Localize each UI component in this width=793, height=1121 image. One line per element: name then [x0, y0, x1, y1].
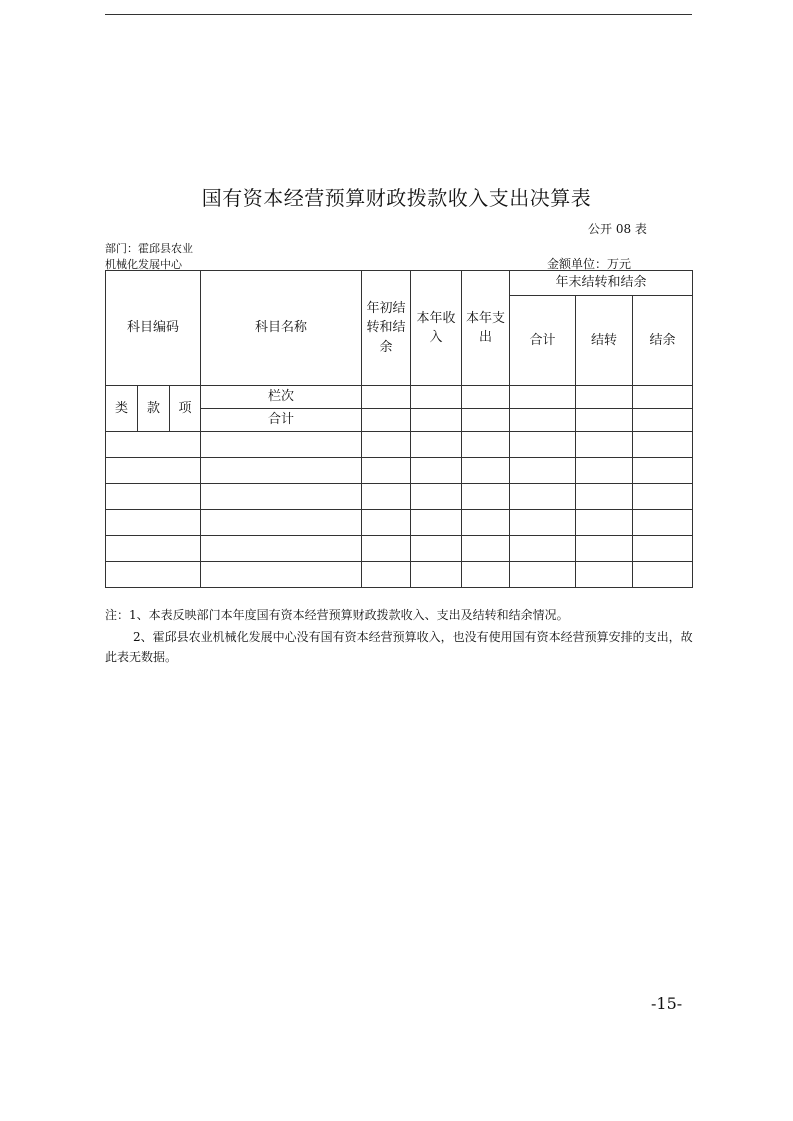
table-cell	[462, 386, 510, 409]
department-label-cont: 机械化发展中心	[105, 258, 182, 271]
table-cell	[576, 562, 633, 588]
table-cell	[462, 432, 510, 458]
table-cell	[510, 386, 576, 409]
table-cell	[510, 510, 576, 536]
table-cell	[576, 386, 633, 409]
table-cell	[510, 458, 576, 484]
table-cell	[201, 484, 362, 510]
subheader-entry: 项	[170, 386, 201, 432]
table-cell	[106, 510, 201, 536]
table-cell	[462, 484, 510, 510]
header-annual-income: 本年收入	[411, 271, 462, 386]
table-cell	[362, 386, 411, 409]
form-number: 公开 08 表	[588, 222, 647, 236]
table-cell	[362, 409, 411, 432]
table-cell	[106, 432, 201, 458]
table-row	[106, 536, 693, 562]
header-annual-expense: 本年支出	[462, 271, 510, 386]
table-cell	[462, 562, 510, 588]
page-number: -15-	[651, 994, 683, 1013]
table-cell	[411, 458, 462, 484]
table-cell	[633, 409, 693, 432]
table-row	[106, 484, 693, 510]
header-rule	[105, 14, 692, 15]
table-cell	[362, 510, 411, 536]
row-label-total: 合计	[201, 409, 362, 432]
table-cell	[510, 432, 576, 458]
header-subject-code: 科目编码	[106, 271, 201, 386]
subheader-class: 类	[106, 386, 138, 432]
row-label-column-number: 栏次	[201, 386, 362, 409]
footnote-1: 注：1、本表反映部门本年度国有资本经营预算财政拨款收入、支出及结转和结余情况。	[105, 608, 569, 622]
table-cell	[633, 458, 693, 484]
table-cell	[576, 510, 633, 536]
header-subject-name: 科目名称	[201, 271, 362, 386]
table-cell	[576, 432, 633, 458]
table-cell	[411, 484, 462, 510]
table-cell	[411, 510, 462, 536]
table-cell	[510, 562, 576, 588]
table-cell	[462, 510, 510, 536]
department-label: 部门：霍邱县农业	[105, 242, 193, 255]
table-row	[106, 458, 693, 484]
footnote-2: 2、霍邱县农业机械化发展中心没有国有资本经营预算收入，也没有使用国有资本经营预算安排的支出，故此表无数据。	[105, 630, 693, 664]
header-end-balance-group: 年末结转和结余	[510, 271, 693, 296]
table-cell	[633, 484, 693, 510]
table-cell	[633, 536, 693, 562]
table-cell	[362, 562, 411, 588]
table-row	[106, 510, 693, 536]
table-cell	[362, 536, 411, 562]
table-row	[106, 562, 693, 588]
table-cell	[201, 510, 362, 536]
table-cell	[201, 458, 362, 484]
table-cell	[576, 484, 633, 510]
table-cell	[411, 386, 462, 409]
table-cell	[201, 432, 362, 458]
table-cell	[106, 536, 201, 562]
table-cell	[201, 536, 362, 562]
table-cell	[510, 484, 576, 510]
table-cell	[106, 458, 201, 484]
header-begin-balance: 年初结转和结余	[362, 271, 411, 386]
table-cell	[633, 386, 693, 409]
table-cell	[462, 409, 510, 432]
budget-table	[105, 270, 693, 588]
table-row	[106, 432, 693, 458]
table-cell	[201, 562, 362, 588]
table-cell	[411, 562, 462, 588]
report-title: 国有资本经营预算财政拨款收入支出决算表	[201, 186, 592, 210]
header-end-transfer: 结转	[576, 296, 633, 386]
table-cell	[411, 432, 462, 458]
table-cell	[106, 562, 201, 588]
table-cell	[510, 536, 576, 562]
table-cell	[462, 536, 510, 562]
table-cell	[576, 458, 633, 484]
table-cell	[633, 562, 693, 588]
table-cell	[576, 409, 633, 432]
table-cell	[362, 458, 411, 484]
table-cell	[106, 484, 201, 510]
table-cell	[411, 536, 462, 562]
subheader-item: 款	[138, 386, 170, 432]
table-cell	[633, 432, 693, 458]
table-cell	[510, 409, 576, 432]
table-cell	[411, 409, 462, 432]
table-cell	[362, 432, 411, 458]
amount-unit: 金额单位：万元	[547, 257, 632, 271]
header-end-surplus: 结余	[633, 296, 693, 386]
header-end-total: 合计	[510, 296, 576, 386]
table-cell	[362, 484, 411, 510]
table-cell	[633, 510, 693, 536]
table-cell	[576, 536, 633, 562]
table-cell	[462, 458, 510, 484]
